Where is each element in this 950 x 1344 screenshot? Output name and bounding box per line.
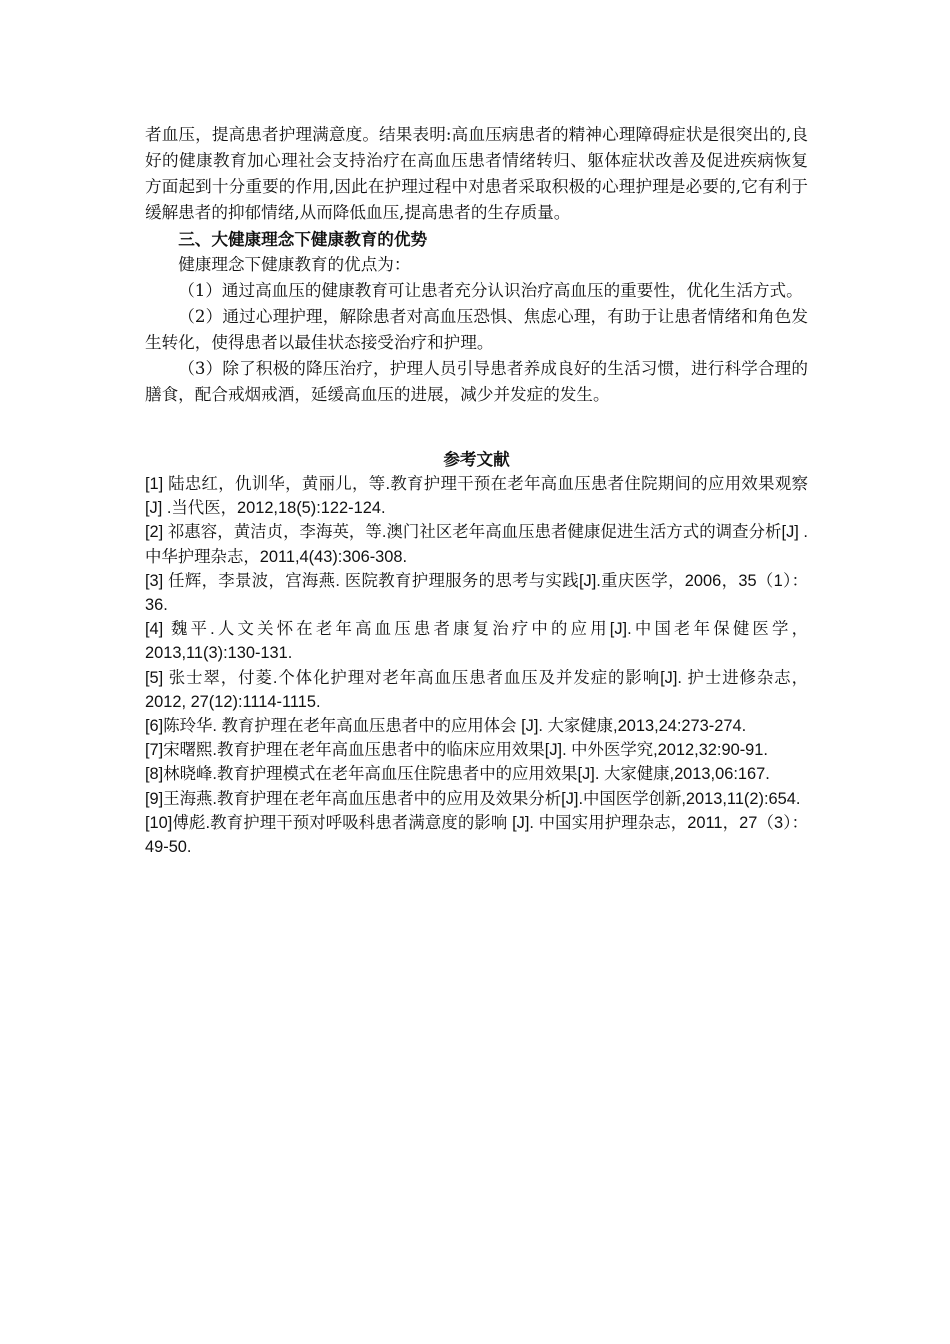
advantage-point-1: （1）通过高血压的健康教育可让患者充分认识治疗高血压的重要性，优化生活方式。	[178, 281, 803, 300]
lead-sentence: 健康理念下健康教育的优点为：	[178, 255, 411, 274]
section-heading: 三、大健康理念下健康教育的优势	[178, 229, 428, 249]
references-title: 参考文献	[443, 449, 510, 469]
reference-item-3: [3] 任辉，李景波，宫海燕. 医院教育护理服务的思考与实践[J].重庆医学，2006，35（1）：36.	[145, 571, 808, 615]
reference-item-7: [7]宋曙熙.教育护理在老年高血压患者中的临床应用效果[J]. 中外医学究,2012,32:90-91.	[145, 741, 768, 760]
reference-list	[145, 472, 808, 859]
reference-item-10: [10]傅彪.教育护理干预对呼吸科患者满意度的影响 [J]. 中国实用护理杂志，2011，27（3）：49-50.	[145, 813, 808, 857]
intro-paragraph: 者血压，提高患者护理满意度。结果表明:高血压病患者的精神心理障碍症状是很突出的,良好的健康教育加心理社会支持治疗在高血压患者情绪转归、躯体症状改善及促进疾病恢复方面起到十分重要的作用,因此在护理过程中对患者采取积极的心理护理是必要的,它有利于缓解患者的抑郁情绪,从而降低血压,提高患者的生存质量。	[145, 125, 808, 222]
reference-item-6: [6]陈玲华. 教育护理在老年高血压患者中的应用体会 [J]. 大家健康,2013,24:273-274.	[145, 717, 747, 736]
reference-item-2: [2] 祁惠容，黄洁贞，李海英，等.澳门社区老年高血压患者健康促进生活方式的调查分析[J] .中华护理杂志，2011,4(43):306-308.	[145, 523, 808, 566]
advantage-point-2: （2）通过心理护理，解除患者对高血压恐惧、焦虑心理，有助于让患者情绪和角色发生转化，使得患者以最佳状态接受治疗和护理。	[145, 307, 808, 352]
reference-item-4: [4] 魏平.人文关怀在老年高血压患者康复治疗中的应用[J].中国老年保健医学，2013,11(3):130-131.	[145, 620, 808, 663]
document-page	[145, 122, 808, 859]
reference-item-5: [5] 张士翠，付菱.个体化护理对老年高血压患者血压及并发症的影响[J]. 护士进修杂志，2012, 27(12):1114-1115.	[145, 668, 808, 711]
advantage-point-3: （3）除了积极的降压治疗，护理人员引导患者养成良好的生活习惯，进行科学合理的膳食，配合戒烟戒酒，延缓高血压的进展，减少并发症的发生。	[145, 359, 808, 404]
reference-item-8: [8]林晓峰.教育护理模式在老年高血压住院患者中的应用效果[J]. 大家健康,2013,06:167.	[145, 765, 770, 784]
reference-item-1: [1] 陆忠红，仇训华，黄丽儿，等.教育护理干预在老年高血压患者住院期间的应用效果观察[J] .当代医，2012,18(5):122-124.	[145, 475, 808, 518]
reference-item-9: [9]王海燕.教育护理在老年高血压患者中的应用及效果分析[J].中国医学创新,2013,11(2):654.	[145, 789, 801, 808]
